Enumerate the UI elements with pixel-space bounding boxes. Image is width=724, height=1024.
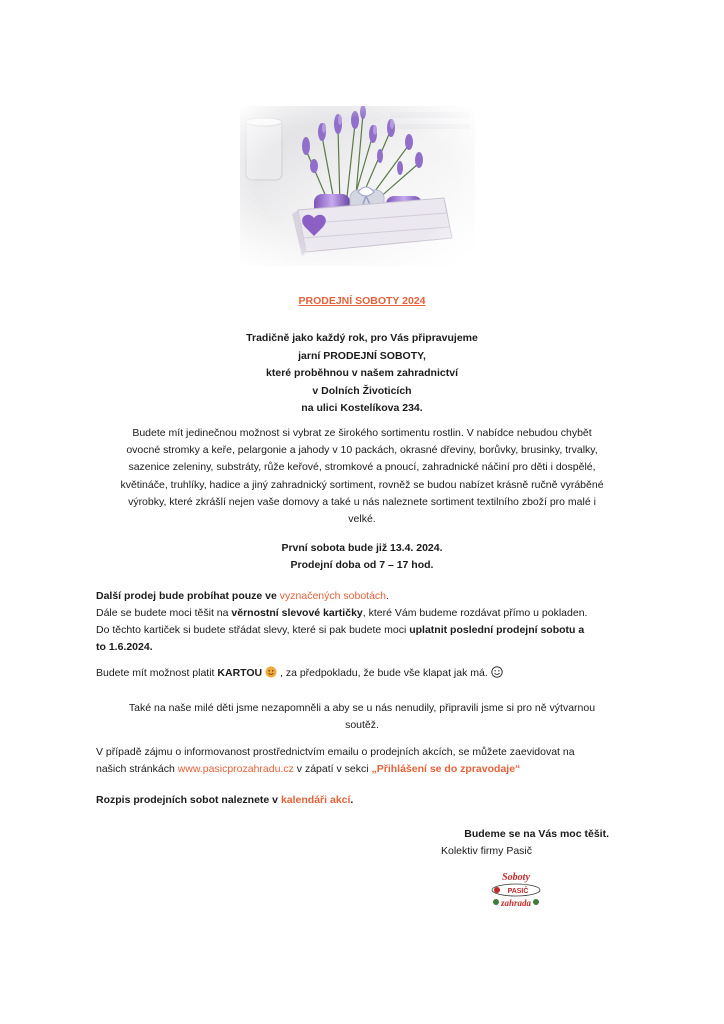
newsletter-line-2	[96, 761, 636, 778]
loyalty-text: .	[386, 590, 389, 602]
loyalty-block	[96, 588, 636, 656]
offer-line: velké.	[348, 513, 376, 526]
offer-paragraph	[88, 425, 636, 528]
kids-line: soutěž.	[345, 719, 379, 731]
schedule-text: Rozpis prodejních sobot naleznete v	[96, 794, 281, 806]
payment-text: , za předpokladu, že bude vše klapat jak má.	[277, 667, 491, 679]
card-payment-text: KARTOU	[217, 667, 263, 679]
intro-block	[0, 330, 724, 418]
signoff-greeting: Budeme se na Vás moc těšit.	[464, 828, 609, 840]
schedule-text: .	[350, 794, 354, 806]
intro-line: které proběhnou v našem zahradnictví	[266, 367, 458, 379]
signoff-team: Kolektiv firmy Pasič	[441, 845, 533, 857]
lavender-crate-photo	[240, 106, 475, 266]
loyalty-text: , které Vám budeme rozdávat přímo u pokladen.	[362, 607, 588, 619]
offer-line: výrobky, které zkrášlí nejen vaše domovy a také u nás naleznete sortiment textilního zboží pro malé i	[128, 495, 596, 508]
loyalty-line-4	[96, 639, 636, 656]
marked-saturdays-link[interactable]: vyznačených sobotách	[279, 590, 387, 602]
loyalty-text: Další prodej bude probíhat pouze ve	[96, 590, 280, 602]
newsletter-text: v zápatí v sekci	[293, 763, 372, 775]
newsletter-paragraph	[96, 744, 636, 778]
page-title: PRODEJNÍ SOBOTY 2024	[298, 295, 426, 307]
loyalty-cards-text: věrnostní slevové kartičky	[231, 607, 363, 619]
logo-bottom-text: zahrada	[500, 898, 532, 908]
loyalty-line-2	[96, 605, 636, 622]
intro-line: Tradičně jako každý rok, pro Vás připravujeme	[246, 332, 478, 344]
dates-block	[0, 540, 724, 574]
intro-line: na ulici Kostelíkova 234.	[301, 402, 423, 414]
newsletter-line-1: V případě zájmu o informovanost prostřednictvím emailu o prodejních akcích, se můžete zaevidovat na	[96, 746, 575, 758]
lavender-crate-illustration	[240, 106, 475, 266]
offer-line: květináče, truhlíky, hadice a jiný zahradnický sortiment, rovněž se budou nabízet krásně ručně vyráběné	[120, 478, 604, 491]
logo-middle-text: PASIČ	[507, 888, 529, 895]
logo-top-text: Soboty	[502, 872, 530, 883]
pasic-saturdays-logo	[488, 868, 544, 910]
loyalty-text: Do těchto kartiček si budete střádat slevy, které si pak budete moci	[96, 624, 410, 636]
signoff-block	[400, 826, 609, 860]
website-link[interactable]: www.pasicprozahradu.cz	[177, 763, 294, 775]
kids-contest-paragraph	[88, 700, 636, 734]
loyalty-deadline-text: uplatnit poslední prodejní sobotu a	[409, 624, 585, 636]
intro-line: v Dolních Životicích	[312, 384, 412, 397]
payment-line	[96, 665, 636, 682]
newsletter-text: našich stránkách	[96, 763, 178, 775]
payment-text: Budete mít možnost platit	[96, 667, 218, 679]
first-saturday: První sobota bude již 13.4. 2024.	[281, 542, 443, 554]
newsletter-section-link[interactable]: „Přihlášení se do zpravodaje“	[371, 763, 521, 775]
events-calendar-link[interactable]: kalendáři akcí	[280, 794, 351, 806]
loyalty-line-3	[96, 622, 636, 639]
offer-line: ovocné stromky a keře, pelargonie a jahody v 10 packách, okrasné dřeviny, borůvky, brusinky, trvalky,	[126, 444, 598, 457]
schedule-line	[96, 792, 636, 809]
smiley-emoji-icon	[265, 666, 277, 678]
intro-line: jarní PRODEJNÍ SOBOTY,	[298, 349, 426, 362]
opening-hours: Prodejní doba od 7 – 17 hod.	[290, 559, 434, 571]
kids-line: Také na naše milé děti jsme nezapomněli a aby se u nás nenudily, připravili jsme si pro ně výtvarnou	[128, 702, 596, 714]
loyalty-deadline-text: to 1.6.2024.	[96, 641, 153, 653]
loyalty-text: Dále se budete moci těšit na	[96, 607, 232, 619]
smiley-outline-icon	[491, 666, 503, 678]
offer-line: sazenice zeleniny, substráty, růže keřové, stromkové a pnoucí, zahradnické náčiní pro děti i dospělé,	[128, 461, 596, 474]
offer-line: Budete mít jedinečnou možnost si vybrat ze širokého sortimentu rostlin. V nabídce nebudou chybět	[132, 427, 592, 439]
loyalty-line-1	[96, 588, 636, 605]
